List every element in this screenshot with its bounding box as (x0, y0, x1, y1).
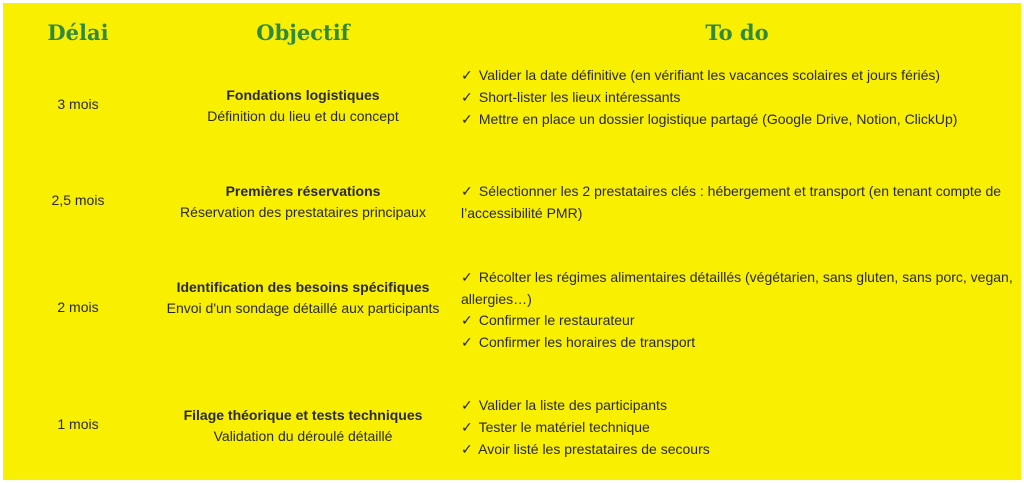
todo-item (461, 65, 1014, 87)
todo-text: Sélectionner les 2 prestataires clés : hébergement et transport (en tenant compte de l’accessibilité PMR) (461, 183, 1002, 221)
row-objective (153, 405, 453, 447)
todo-text: Valider la liste des participants (478, 397, 667, 413)
check-icon: ✓ (461, 68, 473, 84)
objective-description: Définition du lieu et du concept (207, 108, 399, 124)
todo-item (461, 395, 1014, 417)
todo-text: Short-lister les lieux intéressants (478, 89, 681, 105)
todo-list (461, 395, 1014, 461)
todo-list (461, 181, 1014, 224)
planning-table (3, 3, 1021, 480)
header-todo: To do (705, 20, 769, 45)
objective-description: Envoi d'un sondage détaillé aux participants (166, 300, 440, 316)
todo-item (461, 109, 1014, 131)
objective-description: Validation du déroulé détaillé (213, 428, 393, 444)
todo-text: Avoir listé les prestataires de secours (478, 441, 710, 457)
header-delai: Délai (47, 20, 109, 45)
todo-item (461, 181, 1014, 224)
todo-item (461, 417, 1014, 439)
objective-title: Filage théorique et tests techniques (183, 407, 423, 423)
objective-description: Réservation des prestataires principaux (180, 204, 426, 220)
todo-text: Récolter les régimes alimentaires détaillés (végétarien, sans gluten, sans porc, vegan, allergies…) (461, 269, 1013, 307)
check-icon: ✓ (461, 420, 473, 436)
row-delay: 2,5 mois (51, 192, 105, 208)
todo-text: Valider la date définitive (en vérifiant les vacances scolaires et jours fériés) (478, 67, 941, 83)
todo-text: Tester le matériel technique (478, 419, 650, 435)
row-objective (153, 181, 453, 223)
row-objective (153, 85, 453, 127)
todo-item (461, 310, 1014, 332)
todo-item (461, 267, 1014, 310)
check-icon: ✓ (461, 442, 473, 458)
check-icon: ✓ (461, 313, 473, 329)
header-objectif: Objectif (256, 20, 350, 45)
todo-item (461, 87, 1014, 109)
todo-list (461, 267, 1014, 354)
row-delay: 3 mois (57, 96, 99, 112)
todo-text: Mettre en place un dossier logistique partagé (Google Drive, Notion, ClickUp) (478, 111, 958, 127)
todo-text: Confirmer les horaires de transport (478, 334, 696, 350)
check-icon: ✓ (461, 398, 473, 414)
todo-list (461, 65, 1014, 131)
todo-item (461, 439, 1014, 461)
check-icon: ✓ (461, 112, 473, 128)
todo-item (461, 332, 1014, 354)
row-delay: 1 mois (57, 416, 99, 432)
check-icon: ✓ (461, 184, 473, 200)
row-delay: 2 mois (57, 299, 99, 315)
objective-title: Identification des besoins spécifiques (176, 279, 430, 295)
check-icon: ✓ (461, 335, 473, 351)
row-objective (153, 277, 453, 319)
check-icon: ✓ (461, 90, 473, 106)
objective-title: Fondations logistiques (226, 87, 380, 103)
todo-text: Confirmer le restaurateur (478, 312, 635, 328)
check-icon: ✓ (461, 270, 473, 286)
objective-title: Premières réservations (225, 183, 381, 199)
